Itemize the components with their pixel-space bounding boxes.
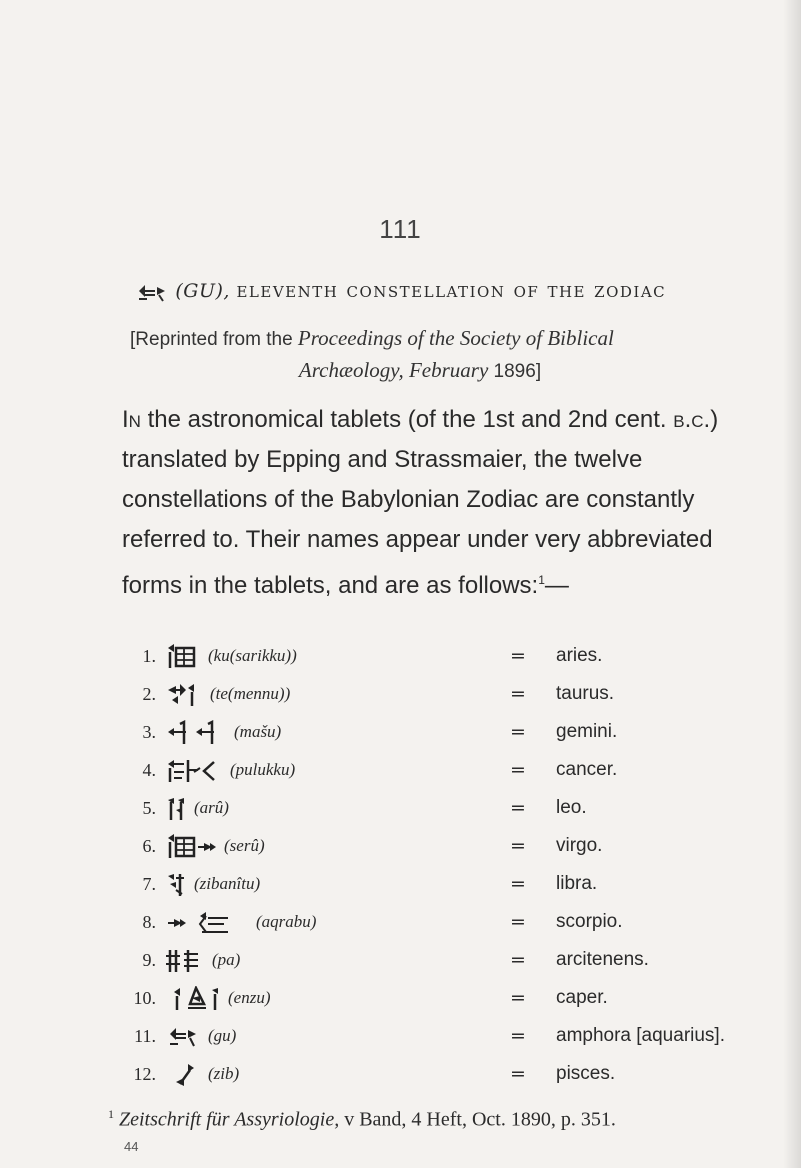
- transliteration: (pulukku): [230, 760, 296, 779]
- equals-sign: =: [510, 721, 526, 743]
- cuneiform-mash-gi-icon: [172, 986, 222, 1012]
- row-number: 11.: [134, 1026, 156, 1046]
- page-number: 111: [379, 214, 422, 244]
- cuneiform-gir-icon: [166, 910, 246, 936]
- zodiac-row: [122, 640, 762, 678]
- chapter-heading: [0, 278, 801, 303]
- zodiac-row: [122, 678, 762, 716]
- reprint-close: 1896]: [493, 361, 542, 382]
- transliteration: (pa): [212, 950, 241, 969]
- constellation-name: aries.: [556, 645, 603, 666]
- transliteration: (arû): [194, 798, 229, 817]
- cuneiform-nangar-icon: [166, 758, 220, 784]
- cuneiform-rin-icon: [166, 872, 188, 898]
- equals-sign: =: [510, 1025, 526, 1047]
- transliteration: (aqrabu): [256, 912, 317, 931]
- reprint-note: [130, 323, 750, 387]
- zodiac-row: [122, 830, 762, 868]
- zodiac-row: [122, 1058, 762, 1096]
- intro-paragraph: [122, 400, 742, 606]
- constellation-name: gemini.: [556, 721, 618, 742]
- zodiac-list: [122, 640, 762, 1096]
- footnote-marker: 1: [108, 1107, 114, 1121]
- reprint-journal-line2: Archæology, February: [298, 358, 489, 382]
- constellation-name: scorpio.: [556, 911, 623, 932]
- footnote-citation: v Band, 4 Heft, Oct. 1890, p. 351.: [339, 1108, 616, 1131]
- row-number: 5.: [142, 798, 156, 818]
- zodiac-row: [122, 754, 762, 792]
- constellation-name: libra.: [556, 873, 598, 894]
- heading-transliteration: (GU),: [175, 280, 230, 302]
- row-number: 12.: [133, 1064, 156, 1084]
- paragraph-part2: ) translated by Epping and Strassmaier, the twelve constellations of the Babylonian Zodiac are constantly referred to. Their names appear under very abbreviated forms in the tablets, and are as follows:: [122, 406, 719, 599]
- footnote-ref: 1: [538, 573, 545, 587]
- paragraph-end: —: [544, 572, 569, 599]
- constellation-name: taurus.: [556, 683, 615, 704]
- cuneiform-zib-icon: [174, 1062, 198, 1088]
- cuneiform-gu-heading-icon: [135, 281, 169, 303]
- signature-mark: 44: [124, 1139, 139, 1154]
- zodiac-row: [122, 868, 762, 906]
- row-number: 4.: [142, 760, 156, 780]
- row-number: 6.: [142, 836, 156, 856]
- transliteration: (zibanîtu): [194, 874, 261, 893]
- row-number: 3.: [142, 722, 156, 742]
- zodiac-row: [122, 982, 762, 1020]
- constellation-name: amphora [aquarius].: [556, 1025, 725, 1046]
- paragraph-bc: b.c.: [673, 406, 711, 433]
- cuneiform-a-icon: [166, 796, 188, 822]
- row-number: 9.: [142, 950, 156, 970]
- equals-sign: =: [510, 873, 526, 895]
- cuneiform-ku-icon: [166, 644, 198, 670]
- equals-sign: =: [510, 949, 526, 971]
- equals-sign: =: [510, 759, 526, 781]
- footnote-journal: Zeitschrift für Assyriologie,: [119, 1108, 340, 1131]
- heading-title: eleventh constellation of the zodiac: [236, 278, 667, 302]
- transliteration: (te(mennu)): [210, 684, 291, 703]
- equals-sign: =: [510, 683, 526, 705]
- constellation-name: leo.: [556, 797, 587, 818]
- transliteration: (mašu): [234, 722, 282, 741]
- zodiac-row: [122, 1020, 762, 1058]
- equals-sign: =: [510, 797, 526, 819]
- zodiac-row: [122, 716, 762, 754]
- paragraph-lead: In: [122, 406, 141, 433]
- equals-sign: =: [510, 1063, 526, 1085]
- zodiac-row: [122, 906, 762, 944]
- constellation-name: pisces.: [556, 1063, 616, 1084]
- transliteration: (enzu): [228, 988, 271, 1007]
- footnote: [108, 1107, 788, 1132]
- page-edge-shadow: [783, 0, 801, 1168]
- cuneiform-te-icon: [166, 682, 200, 708]
- reprint-journal: Proceedings of the Society of Biblical: [297, 326, 614, 350]
- transliteration: (serû): [224, 836, 265, 855]
- paragraph-part1: the astronomical tablets (of the 1st and 2nd cent.: [140, 406, 674, 433]
- zodiac-row: [122, 944, 762, 982]
- equals-sign: =: [510, 987, 526, 1009]
- equals-sign: =: [510, 835, 526, 857]
- row-number: 1.: [142, 646, 156, 666]
- constellation-name: caper.: [556, 987, 608, 1008]
- transliteration: (ku(sarikku)): [208, 646, 297, 665]
- constellation-name: cancer.: [556, 759, 618, 780]
- reprint-open: [Reprinted from the: [130, 329, 293, 350]
- row-number: 8.: [142, 912, 156, 932]
- constellation-name: arcitenens.: [556, 949, 649, 970]
- constellation-name: virgo.: [556, 835, 603, 856]
- zodiac-row: [122, 792, 762, 830]
- row-number: 2.: [142, 684, 156, 704]
- row-number: 7.: [142, 874, 156, 894]
- transliteration: (zib): [208, 1064, 240, 1083]
- row-number: 10.: [133, 988, 156, 1008]
- cuneiform-pa-icon: [166, 948, 202, 974]
- cuneiform-gu-icon: [166, 1024, 200, 1050]
- transliteration: (gu): [208, 1026, 237, 1045]
- cuneiform-mash-icon: [166, 720, 224, 746]
- equals-sign: =: [510, 645, 526, 667]
- cuneiform-ab-sin-icon: [166, 834, 216, 860]
- equals-sign: =: [510, 911, 526, 933]
